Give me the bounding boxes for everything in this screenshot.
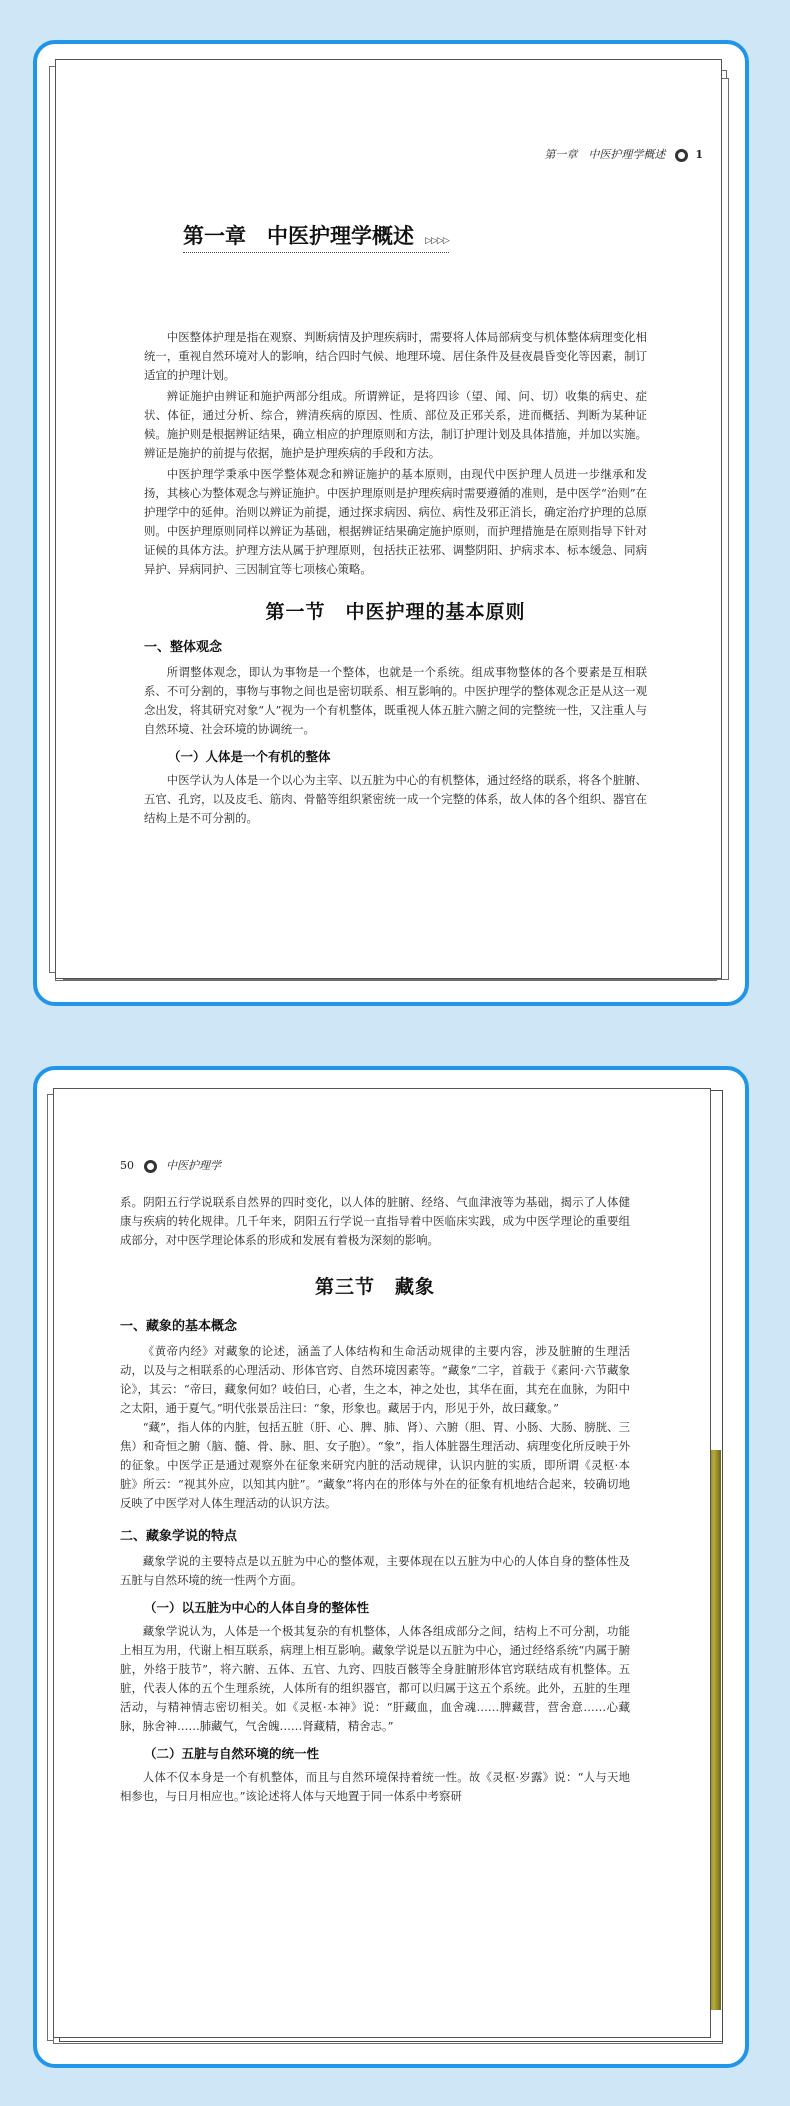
heading-zangxiang-concept: 一、藏象的基本概念 [120, 1319, 238, 1334]
heading-zangxiang-features: 二、藏象学说的特点 [120, 1529, 238, 1544]
section-title: 第一节 中医护理的基本原则 [265, 601, 526, 623]
chapter-title-text: 第一章 中医护理学概述 [183, 223, 414, 248]
chapter-title [183, 220, 449, 253]
heading-nature-unity: （二）五脏与自然环境的统一性 [144, 1746, 320, 1761]
running-header-text: 中医护理学 [166, 1159, 221, 1172]
running-header [120, 1157, 221, 1173]
intro-paragraph-3: 中医护理学秉承中医学整体观念和辨证施护的基本原则，由现代中医护理人员进一步继承和发扬，其核心为整体观念与辨证施护。中医护理原则是护理疾病时需要遵循的准则，是中医学“治则”在护理学中的延伸。治则以辨证为前提，通过探求病因、病位、病性及邪正消长，确定治疗护理的总原则。中医护理原则同样以辨证为基础，根据辨证结果确定施护原则，而护理措施是在原则指导下针对证候的具体方法。护理方法从属于护理原则，包括扶正祛邪、调整阴阳、护病求本、标本缓急、同病异护、异病同护、三因制宜等七项核心策略。 [144, 467, 647, 576]
page-number: 1 [695, 148, 703, 161]
heading-holistic-view: 一、整体观念 [144, 640, 223, 655]
page-number: 50 [120, 1159, 134, 1172]
book-page-50 [53, 1088, 711, 2038]
zangxiang-paragraph-2: “藏”，指人体的内脏，包括五脏（肝、心、脾、肺、肾）、六腑（胆、胃、小肠、大肠、膀胱、三焦）和奇恒之腑（脑、髓、骨、脉、胆、女子胞）。“象”，指人体脏器生理活动、病理变化所反映于外的征象。中医学正是通过观察外在征象来研究内脏的活动规律，认识内脏的实质，即所谓《灵枢·本脏》所云：“视其外应，以知其内脏”。“藏象”将内在的形体与外在的征象有机地结合起来，较确切地反映了中医学对人体生理活动的认识方法。 [120, 1420, 630, 1510]
intro-paragraph-1: 中医整体护理是指在观察、判断病情及护理疾病时，需要将人体局部病变与机体整体病理变化相统一，重视自然环境对人的影响，结合四时气候、地理环境、居住条件及昼夜晨昏变化等因素，制订适宜的护理计划。 [144, 330, 647, 382]
page1-body [144, 328, 647, 828]
features-paragraph: 藏象学说的主要特点是以五脏为中心的整体观，主要体现在以五脏为中心的人体自身的整体性及五脏与自然环境的统一性两个方面。 [120, 1554, 630, 1587]
running-header [544, 146, 703, 162]
organic-whole-paragraph: 中医学认为人体是一个以心为主宰、以五脏为中心的有机整体，通过经络的联系，将各个脏腑、五官、孔窍，以及皮毛、筋肉、骨骼等组织紧密统一成一个完整的体系，故人体的各个组织、器官在结构上是不可分割的。 [144, 773, 647, 825]
book-page-1 [55, 59, 722, 979]
book-seal-icon [144, 1160, 157, 1173]
page2-body [120, 1193, 630, 1806]
section-title: 第三节 藏象 [314, 1276, 435, 1298]
five-zang-center-paragraph: 藏象学说认为，人体是一个极其复杂的有机整体，人体各组成部分之间，结构上不可分割，功能上相互为用，代谢上相互联系，病理上相互影响。藏象学说是以五脏为中心，通过经络系统“内属于腑脏，外络于肢节”，将六腑、五体、五官、九窍、四肢百骸等全身脏腑形体官窍联结成有机整体。五脏，代表人体的五个生理系统，人体所有的组织器官，都可以归属于这五个系统。此外，五脏的生理活动，与精神情志密切相关。如《灵枢·本神》说：“肝藏血，血舍魂……脾藏营，营舍意……心藏脉，脉舍神……肺藏气，气舍魄……肾藏精，精舍志。” [120, 1624, 630, 1733]
page-frame-1 [33, 40, 749, 1006]
heading-organic-whole: （一）人体是一个有机的整体 [168, 749, 331, 764]
page-frame-2 [33, 1066, 749, 2068]
chapter-arrows-icon: ▷▷▷▷ [425, 236, 449, 246]
heading-five-zang-center: （一）以五脏为中心的人体自身的整体性 [144, 1600, 370, 1615]
nature-unity-paragraph: 人体不仅本身是一个有机整体，而且与自然环境保持着统一性。故《灵枢·岁露》说：“人与天地相参也，与日月相应也。”该论述将人体与天地置于同一体系中考察研 [120, 1770, 630, 1803]
book-seal-icon [675, 149, 688, 162]
running-header-text: 第一章 中医护理学概述 [544, 148, 666, 161]
intro-paragraph-2: 辨证施护由辨证和施护两部分组成。所谓辨证，是将四诊（望、闻、问、切）收集的病史、症状、体征，通过分析、综合，辨清疾病的原因、性质、部位及正邪关系，进而概括、判断为某种证候。施护则是根据辨证结果，确立相应的护理原则和方法，制订护理计划及具体措施，并加以实施。辨证是施护的前提与依据，施护是护理疾病的手段和方法。 [144, 389, 647, 460]
zangxiang-paragraph-1: 《黄帝内经》对藏象的论述，涵盖了人体结构和生命活动规律的主要内容，涉及脏腑的生理活动，以及与之相联系的心理活动、形体官窍、自然环境因素等。“藏象”二字，首载于《素问·六节藏象论》，其云：“帝曰，藏象何如？岐伯曰，心者，生之本，神之处也，其华在面，其充在血脉，为阳中之太阳，通于夏气。”明代张景岳注曰：“象，形象也。藏居于内，形见于外，故曰藏象。” [120, 1344, 630, 1415]
holistic-view-paragraph: 所谓整体观念，即认为事物是一个整体，也就是一个系统。组成事物整体的各个要素是互相联系、不可分割的，事物与事物之间也是密切联系、相互影响的。中医护理学的整体观念正是从这一观念出发，将其研究对象“人”视为一个有机整体，既重视人体五脏六腑之间的完整统一性，又注重人与自然环境、社会环境的协调统一。 [144, 665, 647, 736]
continued-paragraph: 系。阴阳五行学说联系自然界的四时变化，以人体的脏腑、经络、气血津液等为基础，揭示了人体健康与疾病的转化规律。几千年来，阴阳五行学说一直指导着中医临床实践，成为中医学理论的重要组成部分，对中医学理论体系的形成和发展有着极为深刻的影响。 [120, 1195, 630, 1247]
